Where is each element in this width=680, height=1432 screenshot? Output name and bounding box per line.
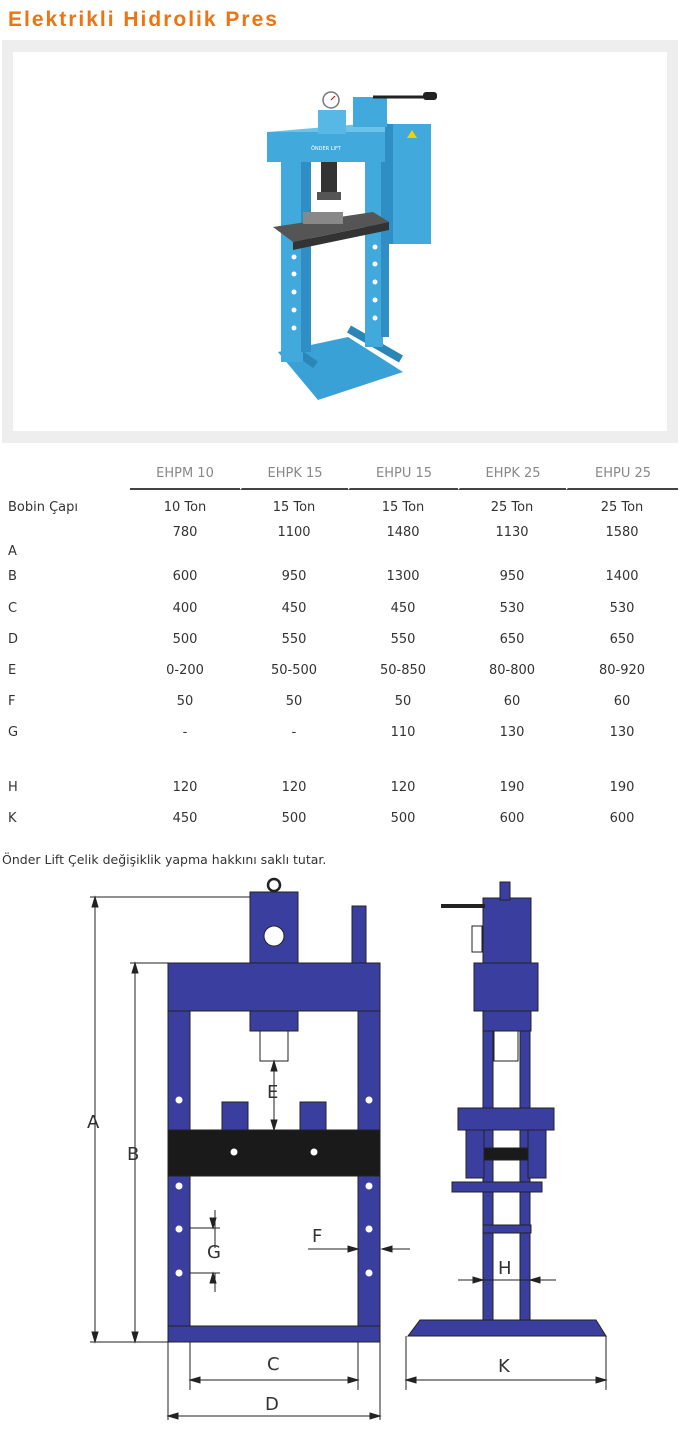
table-row — [0, 686, 678, 717]
column-header: EHPK 15 — [240, 458, 348, 490]
cell: 1480 — [386, 525, 420, 540]
cell: 550 — [390, 632, 416, 647]
cell: 450 — [390, 601, 416, 616]
cell: 25 Ton — [600, 500, 644, 515]
cell: 50-500 — [270, 663, 318, 678]
row-label: H — [8, 780, 18, 795]
cell: 1100 — [277, 525, 311, 540]
dim-label-h: H — [498, 1258, 512, 1279]
table-spacer-row — [0, 748, 678, 772]
cell: - — [291, 725, 297, 740]
cell: 60 — [613, 694, 631, 709]
spec-table-header — [0, 458, 678, 490]
cell: 50 — [176, 694, 194, 709]
cell: 530 — [499, 601, 525, 616]
cell: 110 — [390, 725, 416, 740]
column-header: EHPK 25 — [458, 458, 566, 490]
dim-label-c: C — [267, 1354, 280, 1375]
dim-label-f: F — [312, 1226, 323, 1247]
cell: 530 — [609, 601, 635, 616]
front-ram — [260, 1031, 288, 1061]
cell: 500 — [172, 632, 198, 647]
brand-plate-text: ÖNDER LIFT — [311, 146, 341, 152]
column-header: EHPU 15 — [348, 458, 458, 490]
dim-label-d: D — [265, 1394, 279, 1415]
cell: 780 — [172, 525, 198, 540]
column-header: EHPM 10 — [130, 458, 240, 490]
cell: 120 — [281, 780, 307, 795]
row-label: D — [8, 632, 19, 647]
dim-label-e: E — [267, 1082, 279, 1103]
spec-table — [0, 458, 678, 834]
dimension-drawing — [0, 870, 680, 1432]
cell: 60 — [503, 694, 521, 709]
cell: 550 — [281, 632, 307, 647]
cell: 650 — [609, 632, 635, 647]
table-row — [0, 717, 678, 748]
front-top-beam — [168, 963, 380, 1011]
table-row — [0, 559, 678, 593]
press-left-leg — [281, 147, 303, 362]
hydraulic-press-illustration — [13, 52, 667, 431]
cell: 130 — [499, 725, 525, 740]
cell: 650 — [499, 632, 525, 647]
motor-box — [389, 124, 431, 244]
product-photo-frame — [2, 40, 678, 443]
dim-label-k: K — [498, 1356, 510, 1377]
cell: 130 — [609, 725, 635, 740]
cell: 15 Ton — [381, 500, 425, 515]
cell: 950 — [499, 568, 525, 584]
cell: 600 — [172, 568, 198, 584]
row-label: C — [8, 601, 18, 616]
cell: 80-920 — [598, 663, 646, 678]
row-label: K — [8, 811, 17, 826]
cell: 450 — [281, 601, 307, 616]
row-label: G — [8, 725, 19, 740]
cell: 15 Ton — [272, 500, 316, 515]
table-row — [0, 772, 678, 803]
row-label: A — [8, 544, 17, 559]
cell: 190 — [609, 780, 635, 795]
cell: 500 — [390, 811, 416, 826]
cell: 50 — [394, 694, 412, 709]
cell: 600 — [499, 811, 525, 826]
cell: - — [182, 725, 188, 740]
row-label: Bobin Çapı — [8, 500, 79, 515]
cell: 120 — [172, 780, 198, 795]
dim-label-b: B — [127, 1144, 140, 1165]
cell: 50-850 — [379, 663, 427, 678]
cell: 80-800 — [488, 663, 536, 678]
side-top-block — [483, 898, 531, 964]
page-title: Elektrikli Hidrolik Pres — [8, 8, 279, 31]
cell: 500 — [281, 811, 307, 826]
column-header: EHPU 25 — [566, 458, 678, 490]
dim-label-a: A — [87, 1112, 100, 1133]
dim-label-g: G — [207, 1242, 221, 1263]
table-row — [0, 593, 678, 624]
front-table — [168, 1130, 380, 1176]
cell: 450 — [172, 811, 198, 826]
side-base — [408, 1320, 606, 1336]
table-row — [0, 624, 678, 655]
disclaimer-note: Önder Lift Çelik değişiklik yapma hakkını saklı tutar. — [2, 852, 327, 867]
cell: 400 — [172, 601, 198, 616]
cell: 120 — [390, 780, 416, 795]
table-row — [0, 490, 678, 525]
cell: 10 Ton — [163, 500, 207, 515]
row-label: F — [8, 694, 16, 709]
row-label: B — [8, 568, 17, 584]
table-row — [0, 803, 678, 834]
cell: 1400 — [605, 568, 639, 584]
lifting-eye-icon — [268, 879, 280, 891]
press-ram — [321, 162, 337, 194]
product-photo — [13, 52, 667, 431]
table-row — [0, 525, 678, 559]
table-row — [0, 655, 678, 686]
cell: 1580 — [605, 525, 639, 540]
front-base — [168, 1326, 380, 1342]
cell: 190 — [499, 780, 525, 795]
cell: 1300 — [386, 568, 420, 584]
cell: 0-200 — [166, 663, 204, 678]
cell: 600 — [609, 811, 635, 826]
front-pump — [352, 906, 366, 964]
cell: 950 — [281, 568, 307, 584]
row-label: E — [8, 663, 17, 678]
cell: 50 — [285, 694, 303, 709]
cell: 25 Ton — [490, 500, 534, 515]
side-table-top — [458, 1108, 554, 1130]
side-top-beam — [474, 963, 538, 1011]
cell: 1130 — [495, 525, 529, 540]
